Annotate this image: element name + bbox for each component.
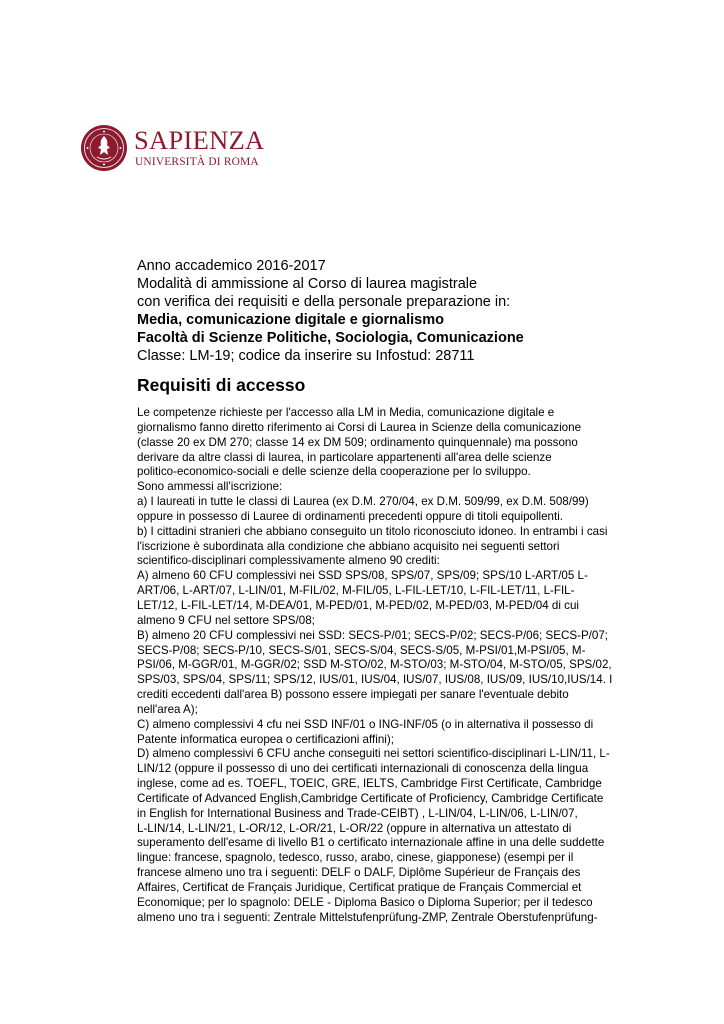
body-line: (classe 20 ex DM 270; classe 14 ex DM 509; ordinamento quinquennale) ma possono — [137, 435, 578, 449]
body-line: politico-economico-sociali e delle scienze della cooperazione per lo sviluppo. — [137, 465, 531, 479]
body-line: nell'area A); — [137, 702, 198, 716]
body-line: LET/12, L-FIL-LET/14, M-DEA/01, M-PED/01, M-PED/02, M-PED/03, M-PED/04 di cui — [137, 598, 579, 612]
requirements-text — [137, 406, 697, 926]
body-line: SECS-P/08; SECS-P/10, SECS-S/01, SECS-S/04, SECS-S/05, M-PSI/01,M-PSI/05, M- — [137, 643, 586, 657]
body-line: francese almeno uno tra i seguenti: DELF o DALF, Diplôme Supérieur de Français des — [137, 866, 581, 880]
body-line: lingue: francese, spagnolo, tedesco, russo, arabo, cinese, giapponese) (esempi per il — [137, 851, 574, 865]
body-line: superamento dell'esame di livello B1 o certificato internazionale affine in una delle suddette — [137, 836, 605, 850]
body-line: scientifico-disciplinari complessivamente almeno 90 crediti: — [137, 554, 440, 568]
body-line: SPS/03, SPS/04, SPS/11; SPS/12, IUS/01, IUS/04, IUS/07, IUS/08, IUS/09, IUS/10,IUS/14. I — [137, 673, 613, 687]
body-line: Certificate of Advanced English,Cambridge Certificate of Proficiency, Cambridge Certificate — [137, 791, 604, 805]
body-line: LIN/12 (oppure il possesso di uno dei certificati internazionali di conoscenza della lingua — [137, 762, 589, 776]
body-line: D) almeno complessivi 6 CFU anche conseguiti nei settori scientifico-disciplinari L-LIN/11, L- — [137, 747, 610, 761]
course-header — [137, 257, 677, 365]
body-line: A) almeno 60 CFU complessivi nei SSD SPS/08, SPS/07, SPS/09; SPS/10 L-ART/05 L- — [137, 569, 588, 583]
course-name: Media, comunicazione digitale e giornalismo — [137, 312, 444, 328]
body-line: C) almeno complessivi 4 cfu nei SSD INF/01 o ING-INF/05 (o in alternativa il possesso di — [137, 717, 594, 731]
body-line: Le competenze richieste per l'accesso alla LM in Media, comunicazione digitale e — [137, 406, 555, 419]
body-line: Sono ammessi all'iscrizione: — [137, 480, 283, 494]
body-line: ART/06, L-ART/07, L-LIN/01, M-FIL/02, M-FIL/05, L-FIL-LET/10, L-FIL-LET/11, L-FIL- — [137, 584, 575, 598]
body-line: L-LIN/14, L-LIN/21, L-OR/12, L-OR/21, L-OR/22 (oppure in alternativa un attestato di — [137, 821, 572, 835]
body-line: almeno uno tra i seguenti: Zentrale Mittelstufenprüfung-ZMP, Zentrale Oberstufenprüfung- — [137, 910, 598, 924]
faculty-name: Facoltà di Scienze Politiche, Sociologia, Comunicazione — [137, 330, 524, 346]
admission-line: Modalità di ammissione al Corso di laurea magistrale — [137, 276, 478, 292]
body-line: Economique; per lo spagnolo: DELE - Diploma Basico o Diploma Superior; per il tedesco — [137, 895, 593, 909]
body-line: inglese, come ad es. TOEFL, TOEIC, GRE, IELTS, Cambridge First Certificate, Cambridge — [137, 777, 602, 791]
class-code: Classe: LM-19; codice da inserire su Infostud: 28711 — [137, 348, 475, 364]
body-line: PSI/06, M-GGR/01, M-GGR/02; SSD M-STO/02, M-STO/03; M-STO/04, M-STO/05, SPS/02, — [137, 658, 612, 672]
body-line: a) I laureati in tutte le classi di Laurea (ex D.M. 270/04, ex D.M. 509/99, ex D.M. 508/99) — [137, 495, 589, 509]
logo-subtitle: UNIVERSITÀ DI ROMA — [135, 156, 259, 168]
logo-name: SAPIENZA — [134, 125, 265, 155]
body-line: derivare da altre classi di laurea, in particolare appartenenti all'area delle scienze — [137, 450, 552, 464]
body-line: crediti eccedenti dall'area B) possono essere impiegati per sanare l'eventuale debito — [137, 688, 569, 702]
body-line: oppure in possesso di Lauree di ordinamenti precedenti oppure di titoli equipollenti. — [137, 509, 564, 523]
body-line: in English for International Business and Trade-CEIBT) , L-LIN/04, L-LIN/06, L-LIN/07, — [137, 806, 578, 820]
academic-year: Anno accademico 2016-2017 — [137, 258, 326, 274]
verification-line: con verifica dei requisiti e della personale preparazione in: — [137, 294, 511, 310]
section-title: Requisiti di accesso — [137, 375, 306, 395]
body-line: almeno 9 CFU nel settore SPS/08; — [137, 613, 315, 627]
sapienza-logo — [80, 124, 280, 174]
body-line: giornalismo fanno diretto riferimento ai Corsi di Laurea in Scienze della comunicazione — [137, 420, 582, 434]
body-line: B) almeno 20 CFU complessivi nei SSD: SECS-P/01; SECS-P/02; SECS-P/06; SECS-P/07; — [137, 628, 609, 642]
sapienza-seal-icon — [80, 124, 128, 172]
body-line: Affaires, Certificat de Français Juridique, Certificat pratique de Français Commercial et — [137, 881, 582, 894]
body-line: l'iscrizione è subordinata alla condizione che abbiano acquisito nei seguenti settori — [137, 539, 560, 553]
body-line: Patente informatica europea o certificazioni affini); — [137, 732, 394, 746]
body-line: b) I cittadini stranieri che abbiano conseguito un titolo riconosciuto idoneo. In entrambi i casi — [137, 524, 608, 538]
